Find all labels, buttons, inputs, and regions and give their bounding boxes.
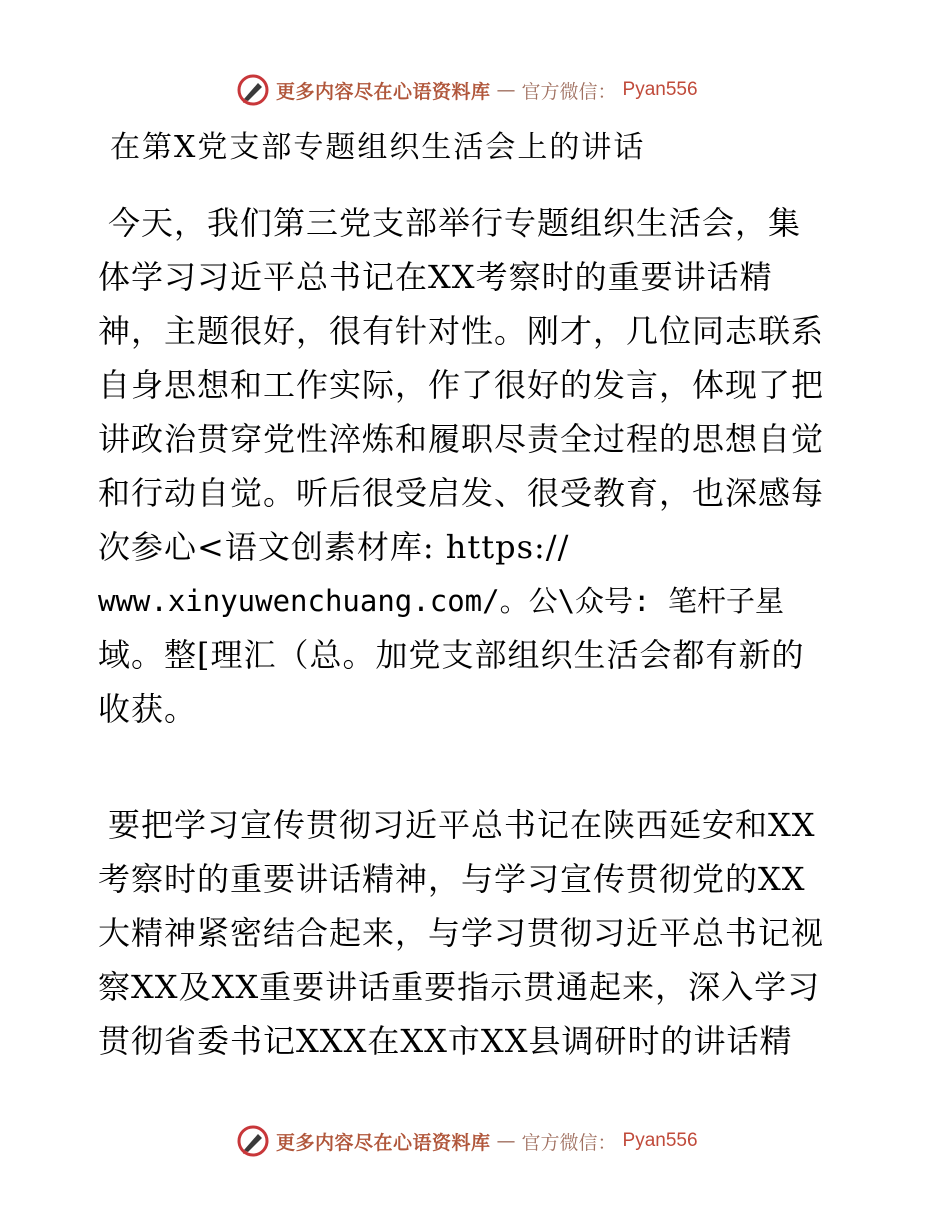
paragraph-line: 要把学习宣传贯彻习近平总书记在陕西延安和XX — [108, 806, 816, 844]
paragraph-1 — [98, 196, 850, 736]
paragraph-line: 和行动自觉。听后很受启发、很受教育，也深感每 — [98, 474, 825, 512]
footer-wechat-id: Pyan556 — [622, 1130, 698, 1151]
paragraph-line: 大精神紧密结合起来，与学习贯彻习近平总书记视 — [98, 914, 825, 952]
paragraph-line: 考察时的重要讲话精神，与学习宣传贯彻党的XX — [98, 860, 806, 898]
paragraph-line: 今天，我们第三党支部举行专题组织生活会，集 — [108, 204, 802, 242]
footer-dash: — — [496, 1130, 516, 1152]
paragraph-line: www.xinyuwenchuang.com/。公\众号: 笔杆子星 — [98, 584, 784, 618]
header-wechat-id: Pyan556 — [622, 79, 698, 100]
document-title: 在第X党支部专题组织生活会上的讲话 — [110, 130, 646, 165]
pen-logo-icon — [236, 1124, 270, 1158]
paragraph-line: 自身思想和工作实际，作了很好的发言，体现了把 — [98, 366, 825, 404]
paragraph-line: 体学习习近平总书记在XX考察时的重要讲话精 — [98, 258, 773, 296]
paragraph-line: 察XX及XX重要讲话重要指示贯通起来，深入学习 — [98, 968, 821, 1006]
paragraph-line: 次参心<语文创素材库: https:// — [98, 528, 570, 566]
paragraph-line: 贯彻省委书记XXX在XX市XX县调研时的讲话精 — [98, 1022, 793, 1060]
paragraph-line: 域。整[理汇（总。加党支部组织生活会都有新的 — [98, 636, 805, 674]
pen-logo-icon — [236, 73, 270, 107]
paragraph-line: 神，主题很好，很有针对性。刚才，几位同志联系 — [98, 312, 825, 350]
footer-site-text: 更多内容尽在心语资料库 — [276, 1131, 491, 1154]
header-official-label: 官方微信： — [521, 80, 617, 103]
header-watermark — [236, 72, 698, 108]
footer-watermark — [236, 1123, 698, 1159]
header-site-text: 更多内容尽在心语资料库 — [276, 80, 491, 103]
paragraph-line: 讲政治贯穿党性淬炼和履职尽责全过程的思想自觉 — [98, 420, 825, 458]
header-dash: — — [496, 79, 516, 101]
paragraph-2 — [98, 798, 850, 1068]
footer-official-label: 官方微信： — [521, 1131, 617, 1154]
paragraph-line: 收获。 — [98, 690, 198, 728]
